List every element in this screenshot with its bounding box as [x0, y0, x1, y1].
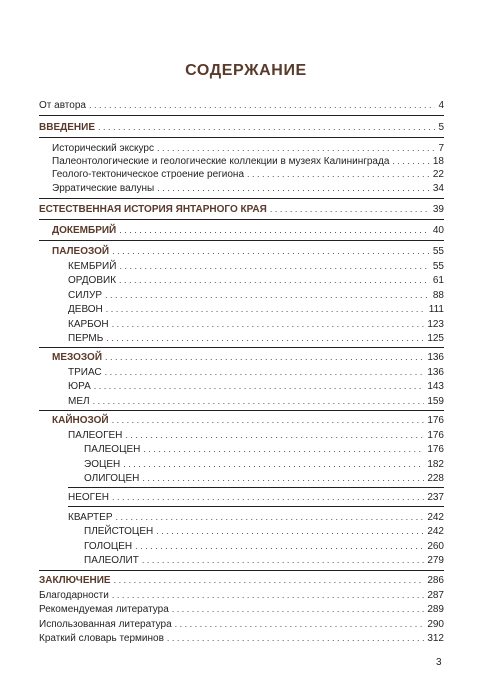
toc-entry[interactable] — [39, 121, 444, 134]
leader-dots — [105, 351, 424, 363]
toc-entry[interactable] — [52, 182, 444, 195]
toc-entry-page: 136 — [427, 367, 444, 378]
toc-entry[interactable] — [68, 511, 444, 524]
leader-dots — [119, 274, 430, 286]
toc-entry-page: 111 — [428, 304, 444, 315]
toc-entry[interactable] — [68, 332, 444, 345]
toc-entry[interactable] — [68, 366, 444, 379]
leader-dots — [142, 554, 424, 566]
leader-dots — [112, 245, 430, 257]
toc-entry[interactable] — [84, 540, 444, 553]
toc-entry[interactable] — [39, 632, 444, 645]
section-divider — [39, 137, 444, 138]
toc-entry-page: 176 — [427, 444, 444, 455]
leader-dots — [112, 414, 425, 426]
leader-dots — [94, 380, 425, 392]
leader-dots — [157, 182, 430, 194]
toc-entry-page: 136 — [427, 352, 444, 363]
toc-entry[interactable] — [84, 443, 444, 456]
leader-dots — [156, 525, 424, 537]
toc-entry[interactable] — [68, 380, 444, 393]
leader-dots — [112, 491, 424, 503]
toc-entry-label: Эрратические валуны — [52, 183, 155, 194]
toc-entry-page: 286 — [427, 575, 444, 586]
toc-entry-page: 237 — [427, 492, 444, 503]
leader-dots — [105, 289, 430, 301]
toc-entry-label: НЕОГЕН — [68, 492, 109, 503]
leader-dots — [135, 540, 424, 552]
toc-entry-label: ПАЛЕОЦЕН — [84, 444, 141, 455]
toc-entry-page: 18 — [432, 156, 444, 167]
toc-entry[interactable] — [52, 414, 444, 427]
leader-dots — [112, 318, 425, 330]
section-divider — [39, 115, 444, 116]
leader-dots — [119, 260, 429, 272]
toc-entry-page: 290 — [427, 619, 444, 630]
section-divider — [39, 570, 444, 571]
toc-entry-label: Рекомендуемая литература — [39, 604, 169, 615]
toc-entry-page: 287 — [427, 590, 444, 601]
toc-entry-label: МЕЛ — [68, 396, 90, 407]
leader-dots — [392, 155, 429, 167]
leader-dots — [247, 168, 430, 180]
leader-dots — [89, 99, 435, 111]
toc-entry-label: ДОКЕМБРИЙ — [52, 225, 117, 236]
toc-entry[interactable] — [39, 618, 444, 631]
toc-entry-label: КЕМБРИЙ — [68, 261, 117, 272]
toc-entry-page: 5 — [438, 122, 444, 133]
toc-entry[interactable] — [84, 525, 444, 538]
toc-entry-page: 125 — [427, 333, 444, 344]
toc-entry-label: ДЕВОН — [68, 304, 103, 315]
toc-entry[interactable] — [52, 245, 444, 258]
leader-dots — [93, 395, 425, 407]
toc-entry-label: ЕСТЕСТВЕННАЯ ИСТОРИЯ ЯНТАРНОГО КРАЯ — [39, 204, 267, 215]
leader-dots — [142, 472, 424, 484]
toc-entry-page: 88 — [432, 290, 444, 301]
toc-entry[interactable] — [52, 155, 444, 168]
toc-entry-label: ЮРА — [68, 381, 91, 392]
toc-entry-page: 55 — [432, 261, 444, 272]
toc-entry-page: 182 — [427, 459, 444, 470]
toc-entry-label: ЭОЦЕН — [84, 459, 121, 470]
toc-entry[interactable] — [39, 603, 444, 616]
toc-entry-label: Палеонтологические и геологические коллекции в музеях Калининграда — [52, 156, 390, 167]
toc-entry-page: 39 — [432, 204, 444, 215]
toc-entry-label: ОЛИГОЦЕН — [84, 473, 140, 484]
section-divider — [39, 410, 444, 411]
toc-entry-page: 61 — [432, 275, 444, 286]
toc-entry-label: ПАЛЕОЗОЙ — [52, 246, 110, 257]
toc-entry-label: Исторический экскурс — [52, 143, 154, 154]
leader-dots — [167, 632, 424, 644]
section-divider — [68, 487, 444, 488]
page-title: СОДЕРЖАНИЕ — [185, 62, 307, 79]
toc-entry[interactable] — [68, 260, 444, 273]
leader-dots — [143, 443, 424, 455]
toc-entry[interactable] — [68, 274, 444, 287]
toc-entry-label: КВАРТЕР — [68, 512, 113, 523]
toc-entry[interactable] — [84, 472, 444, 485]
toc-entry-label: МЕЗОЗОЙ — [52, 352, 103, 363]
toc-entry[interactable] — [52, 224, 444, 237]
leader-dots — [98, 121, 435, 133]
toc-entry[interactable] — [39, 99, 444, 112]
toc-entry-label: ПАЛЕОГЕН — [68, 430, 123, 441]
leader-dots — [175, 618, 425, 630]
toc-entry[interactable] — [68, 429, 444, 442]
page-number: 3 — [436, 657, 442, 668]
toc-entry-page: 312 — [427, 633, 444, 644]
toc-entry[interactable] — [68, 289, 444, 302]
toc-entry-label: ОРДОВИК — [68, 275, 117, 286]
toc-entry-page: 242 — [427, 526, 444, 537]
leader-dots — [125, 429, 424, 441]
toc-entry-label: От автора — [39, 100, 86, 111]
toc-entry-page: 4 — [438, 100, 444, 111]
leader-dots — [270, 203, 430, 215]
toc-entry[interactable] — [52, 168, 444, 181]
toc-entry-label: ПЕРМЬ — [68, 333, 104, 344]
toc-entry-page: 123 — [427, 319, 444, 330]
toc-entry-page: 143 — [427, 381, 444, 392]
toc-entry[interactable] — [68, 491, 444, 504]
toc-entry[interactable] — [39, 589, 444, 602]
leader-dots — [106, 332, 424, 344]
toc-entry[interactable] — [39, 574, 444, 587]
leader-dots — [172, 603, 425, 615]
leader-dots — [116, 511, 425, 523]
toc-entry[interactable] — [84, 554, 444, 567]
toc-entry-label: ПАЛЕОЛИТ — [84, 555, 139, 566]
toc-entry[interactable] — [68, 303, 444, 316]
section-divider — [39, 198, 444, 199]
leader-dots — [119, 224, 430, 236]
toc-entry-label: КАЙНОЗОЙ — [52, 415, 109, 426]
toc-entry[interactable] — [68, 395, 444, 408]
toc-entry-page: 40 — [432, 225, 444, 236]
toc-entry-page: 159 — [427, 396, 444, 407]
section-divider — [39, 219, 444, 220]
section-divider — [39, 347, 444, 348]
toc-entry-label: ВВЕДЕНИЕ — [39, 122, 95, 133]
leader-dots — [123, 458, 424, 470]
toc-entry-page: 176 — [427, 430, 444, 441]
toc-entry-label: Благодарности — [39, 590, 109, 601]
toc-entry-label: СИЛУР — [68, 290, 102, 301]
toc-entry-label: ЗАКЛЮЧЕНИЕ — [39, 575, 111, 586]
toc-entry-page: 176 — [427, 415, 444, 426]
toc-entry-label: Использованная литература — [39, 619, 172, 630]
leader-dots — [105, 366, 425, 378]
toc-entry-page: 22 — [432, 169, 444, 180]
toc-entry[interactable] — [52, 142, 444, 155]
section-divider — [68, 506, 444, 507]
toc-entry-label: Геолого-тектоническое строение региона — [52, 169, 245, 180]
toc-entry-page: 55 — [432, 246, 444, 257]
leader-dots — [112, 589, 424, 601]
leader-dots — [106, 303, 426, 315]
toc-entry[interactable] — [39, 203, 444, 216]
toc-entry-page: 289 — [427, 604, 444, 615]
toc-entry-page: 242 — [427, 512, 444, 523]
leader-dots — [114, 574, 425, 586]
toc-entry[interactable] — [68, 318, 444, 331]
toc-entry-label: КАРБОН — [68, 319, 109, 330]
toc-entry-label: ПЛЕЙСТОЦЕН — [84, 526, 154, 537]
toc-entry-page: 279 — [427, 555, 444, 566]
toc-entry[interactable] — [84, 458, 444, 471]
toc-entry[interactable] — [52, 351, 444, 364]
toc-entry-label: Краткий словарь терминов — [39, 633, 164, 644]
toc-entry-page: 34 — [432, 183, 444, 194]
leader-dots — [157, 142, 435, 154]
toc-entry-label: ГОЛОЦЕН — [84, 541, 133, 552]
toc-entry-page: 260 — [427, 541, 444, 552]
section-divider — [39, 240, 444, 241]
toc-entry-label: ТРИАС — [68, 367, 102, 378]
toc-entry-page: 7 — [438, 143, 444, 154]
toc-entry-page: 228 — [427, 473, 444, 484]
